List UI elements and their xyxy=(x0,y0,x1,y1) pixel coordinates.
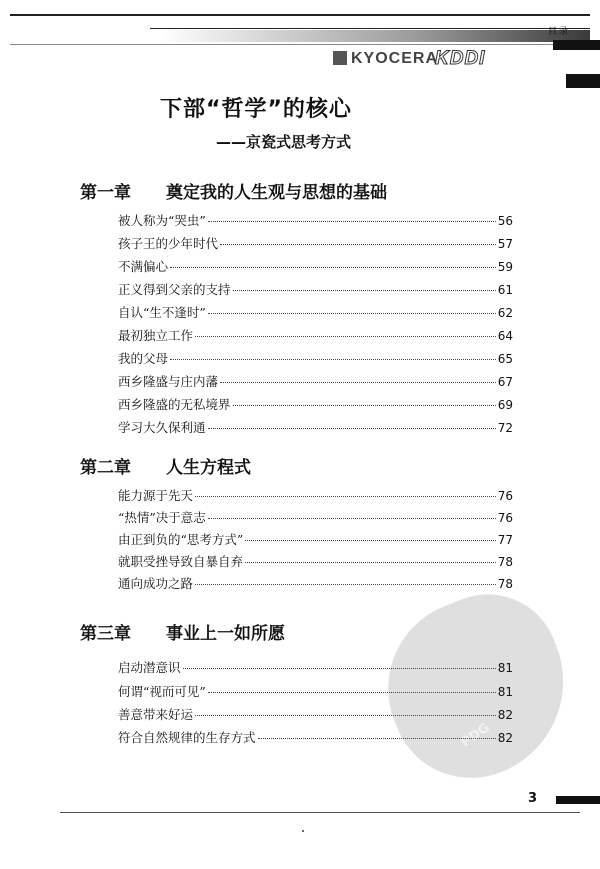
edge-tab xyxy=(553,40,600,50)
toc-entry[interactable]: 孩子王的少年时代 57 xyxy=(118,236,513,251)
chapter-heading xyxy=(80,619,285,644)
toc-entry[interactable]: 西乡隆盛与庄内藩 67 xyxy=(118,374,513,389)
kyocera-logo: KYOCERA xyxy=(333,50,438,68)
chapter-title: 奠定我的人生观与思想的基础 xyxy=(166,183,387,203)
toc-entry[interactable]: “热情”决于意志 76 xyxy=(118,510,513,525)
page-number: 3 xyxy=(528,791,538,806)
header-rule xyxy=(10,14,590,16)
edge-tab xyxy=(566,74,600,88)
toc-entry[interactable]: 我的父母 65 xyxy=(118,351,513,366)
toc-entry[interactable]: 西乡隆盛的无私境界 69 xyxy=(118,397,513,412)
footer-rule xyxy=(60,812,580,813)
footer-tab xyxy=(556,796,600,804)
page-title: 下部“哲学”的核心 xyxy=(160,97,352,122)
toc-entry[interactable]: 符合自然规律的生存方式 82 xyxy=(118,730,513,745)
toc-entry[interactable]: 自认“生不逢时” 62 xyxy=(118,305,513,320)
watermark-text: PDG xyxy=(458,720,493,751)
toc-entry[interactable]: 正义得到父亲的支持 61 xyxy=(118,282,513,297)
chapter-title: 人生方程式 xyxy=(166,458,251,478)
kyocera-mark-icon xyxy=(333,51,347,65)
kddi-logo: KDDI xyxy=(435,48,486,69)
scan-speck xyxy=(302,830,304,832)
toc-entry[interactable]: 不满偏心 59 xyxy=(118,259,513,274)
chapter-number: 第三章 xyxy=(80,624,131,644)
chapter-number: 第二章 xyxy=(80,458,131,478)
toc-entry[interactable]: 通向成功之路 78 xyxy=(118,576,513,591)
running-header xyxy=(10,0,590,80)
toc-entry[interactable]: 被人称为“哭虫” 56 xyxy=(118,213,513,228)
chapter-heading xyxy=(80,178,387,203)
toc-entry[interactable]: 学习大久保利通 72 xyxy=(118,420,513,435)
header-rule-thin xyxy=(150,28,590,29)
header-gradient-band xyxy=(160,30,590,42)
toc-entry[interactable]: 善意带来好运 82 xyxy=(118,707,513,722)
page-subtitle: ——京瓷式思考方式 xyxy=(216,133,352,151)
toc-entry[interactable]: 最初独立工作 64 xyxy=(118,328,513,343)
header-rule-lower xyxy=(10,44,590,45)
section-tag: 目录 xyxy=(547,27,570,37)
toc-entry[interactable]: 由正到负的“思考方式” 77 xyxy=(118,532,513,547)
toc-entry[interactable]: 就职受挫导致自暴自弃 78 xyxy=(118,554,513,569)
chapter-number: 第一章 xyxy=(80,183,131,203)
toc-entry[interactable]: 能力源于先天 76 xyxy=(118,488,513,503)
toc-entry[interactable]: 启动潜意识 81 xyxy=(118,660,513,675)
chapter-title: 事业上一如所愿 xyxy=(166,624,285,644)
chapter-heading xyxy=(80,453,251,478)
toc-entry[interactable]: 何谓“视而可见” 81 xyxy=(118,684,513,699)
